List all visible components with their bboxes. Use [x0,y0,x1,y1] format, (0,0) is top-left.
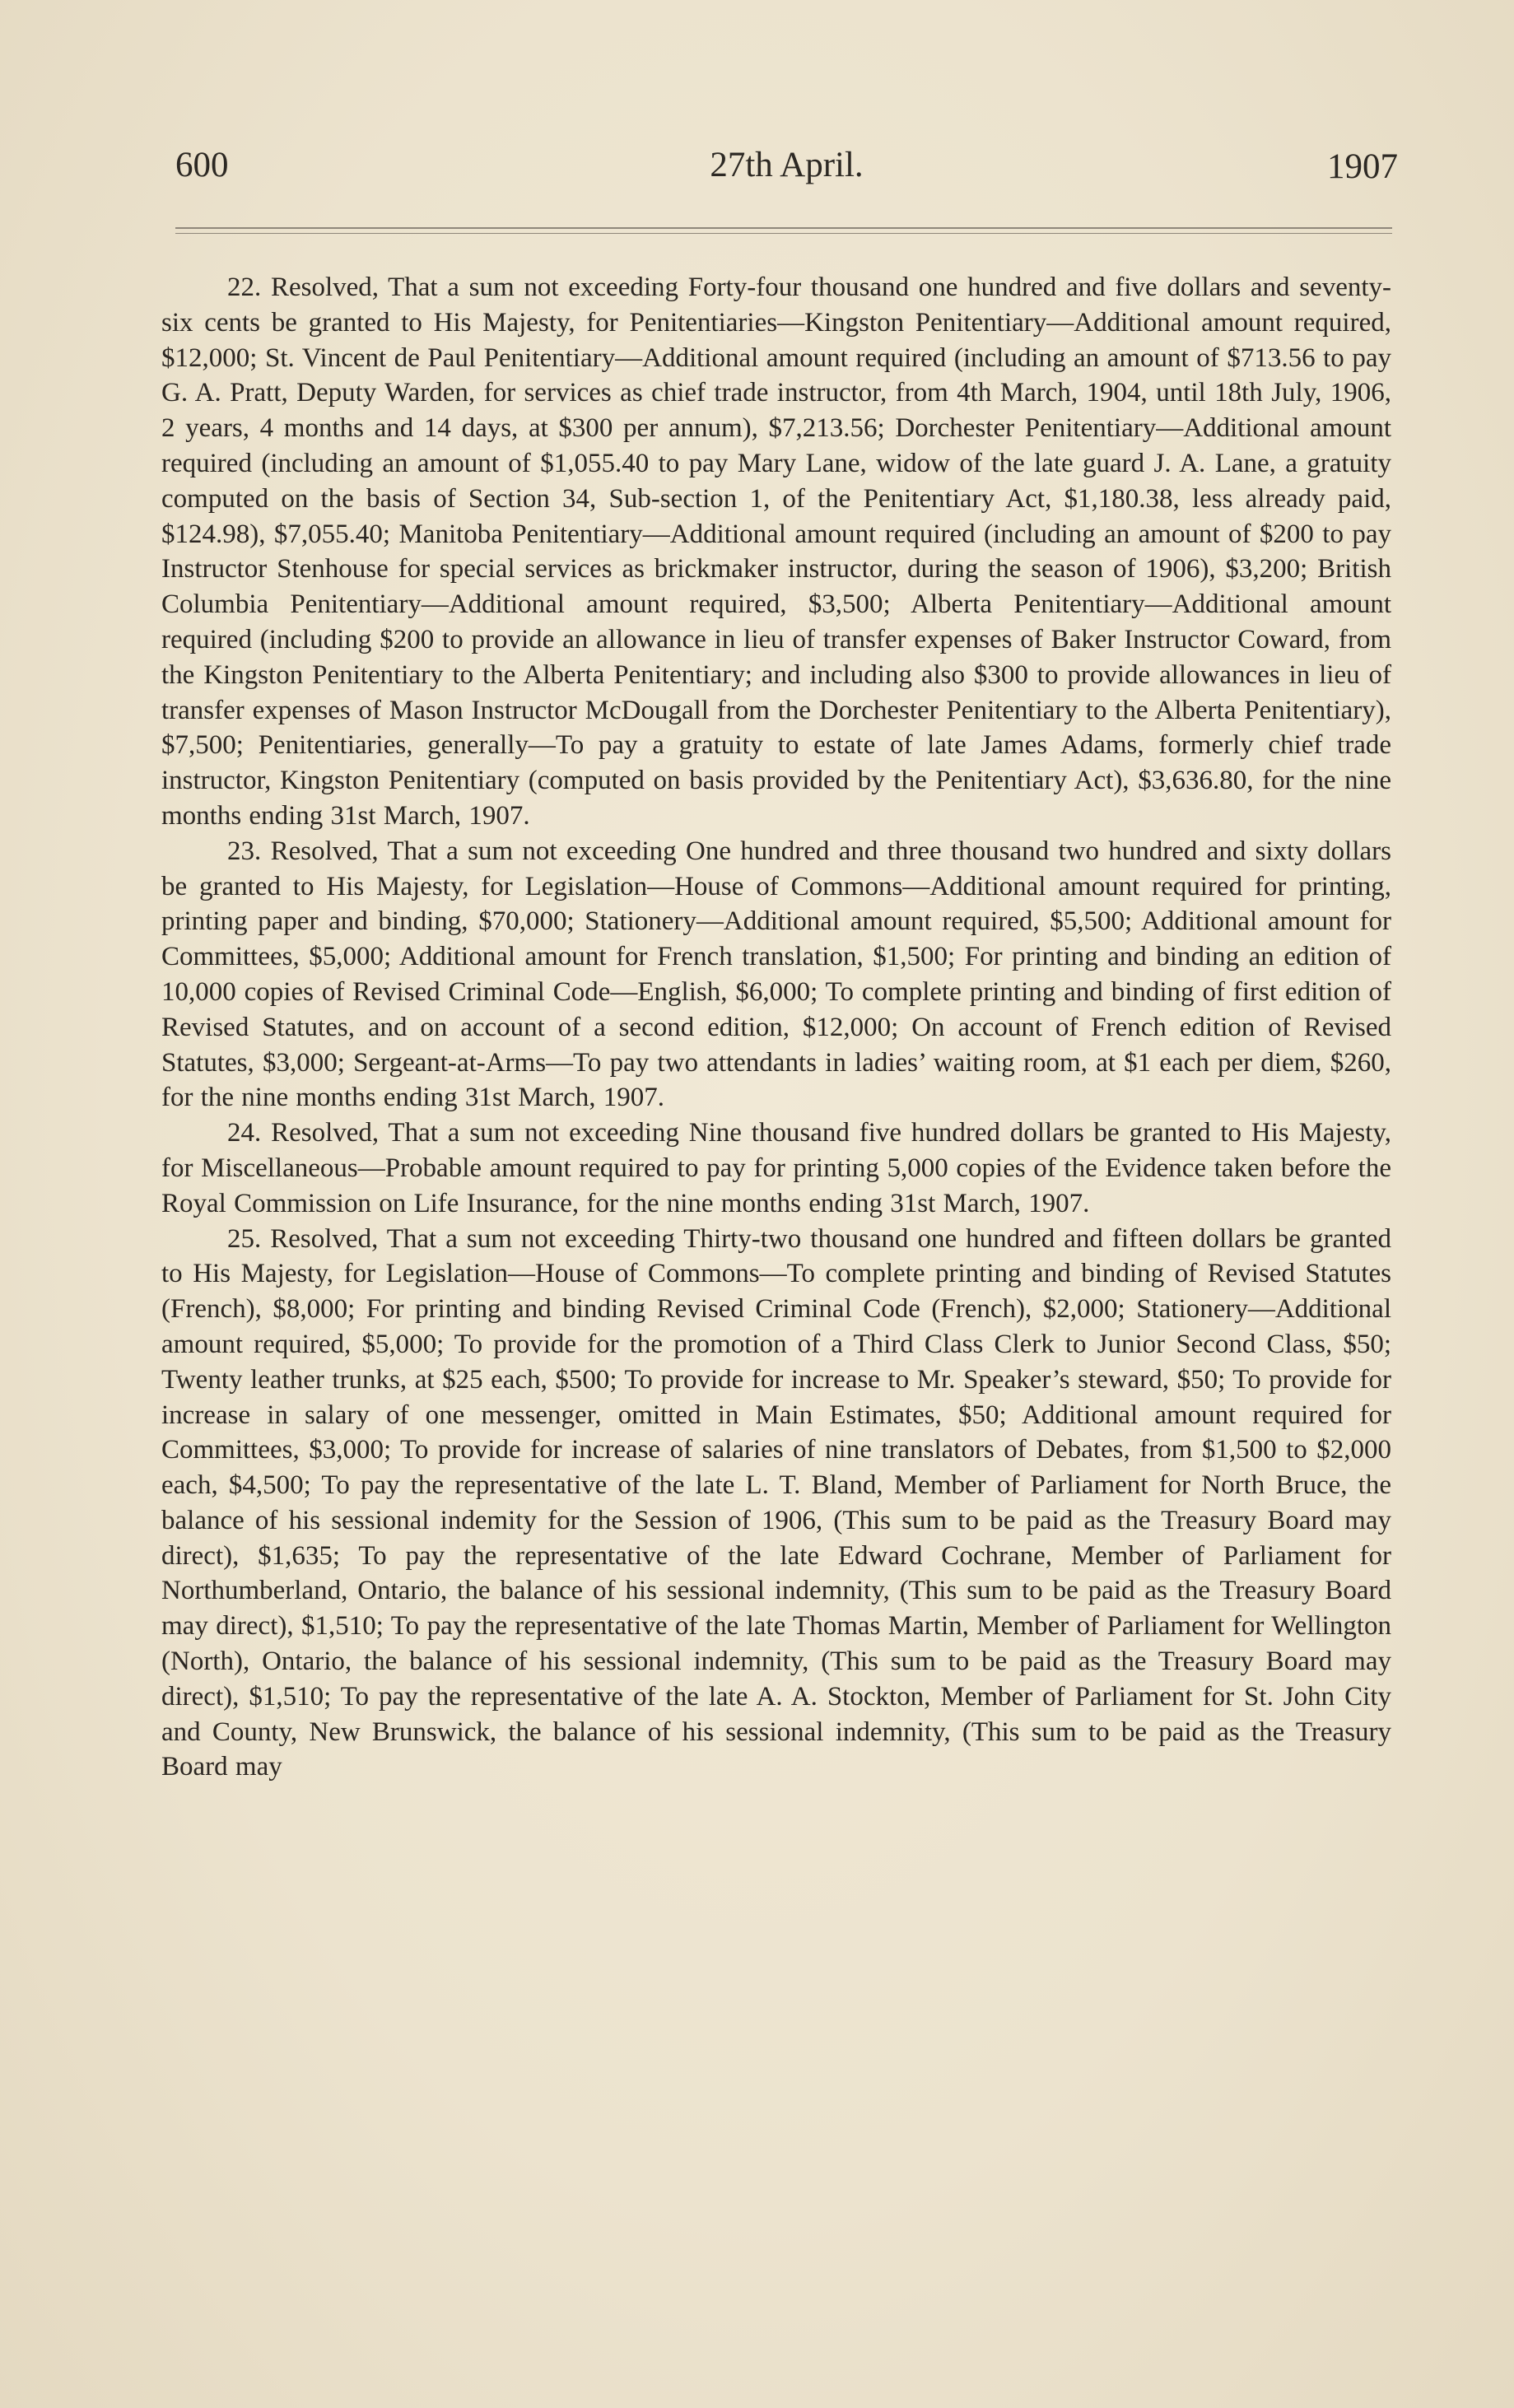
resolution-paragraph-22: 22. Resolved, That a sum not exceeding Forty-four thousand one hundred and five dollars and seventy-six cents be granted to His Majesty, for Penitentiaries—Kingston Penitentiary—Additional amount required, $12,000; St. Vincent de Paul Penitentiary—Additional amount required (including an amount of $713.56 to pay G. A. Pratt, Deputy Warden, for services as chief trade instructor, from 4th March, 1904, until 18th July, 1906, 2 years, 4 months and 14 days, at $300 per annum), $7,213.56; Dorchester Penitentiary—Additional amount required (including an amount of $1,055.40 to pay Mary Lane, widow of the late guard J. A. Lane, a gratuity computed on the basis of Section 34, Sub-section 1, of the Penitentiary Act, $1,180.38, less already paid, $124.98), $7,055.40; Manitoba Penitentiary—Additional amount required (including an amount of $200 to pay Instructor Stenhouse for special services as brickmaker instructor, during the season of 1906), $3,200; British Columbia Penitentiary—Additional amount required, $3,500; Alberta Penitentiary—Additional amount required (including $200 to provide an allowance in lieu of transfer expenses of Baker Instructor Coward, from the Kingston Penitentiary to the Alberta Penitentiary; and including also $300 to provide allowances in lieu of transfer expenses of Mason Instructor McDougall from the Dorchester Penitentiary to the Alberta Penitentiary), $7,500; Penitentiaries, generally—To pay a gratuity to estate of late James Adams, formerly chief trade instructor, Kingston Penitentiary (computed on basis provided by the Penitentiary Act), $3,636.80, for the nine months ending 31st March, 1907. [161,272,1391,831]
page-number: 600 [175,146,229,184]
resolution-paragraph-24: 24. Resolved, That a sum not exceeding Nine thousand five hundred dollars be granted to His Majesty, for Miscellaneous—Probable amount required to pay for printing 5,000 copies of the Evidence taken before the Royal Commission on Life Insurance, for the nine months ending 31st March, 1907. [161,1118,1391,1218]
header-rule-thin [175,233,1392,234]
document-body [161,270,1391,1785]
header-rule-thick [175,227,1392,229]
page-year: 1907 [1327,147,1398,186]
resolution-paragraph-23: 23. Resolved, That a sum not exceeding One hundred and three thousand two hundred and sixty dollars be granted to His Majesty, for Legislation—House of Commons—Additional amount required for printing, printing paper and binding, $70,000; Stationery—Additional amount required, $5,500; Additional amount for Committees, $5,000; Additional amount for French translation, $1,500; For printing and binding an edition of 10,000 copies of Revised Criminal Code—English, $6,000; To complete printing and binding of first edition of Revised Statutes, and on account of a second edition, $12,000; On account of French edition of Revised Statutes, $3,000; Sergeant-at-Arms—To pay two attendants in ladies’ waiting room, at $1 each per diem, $260, for the nine months ending 31st March, 1907. [161,836,1391,1113]
page-date: 27th April. [710,146,864,184]
resolution-paragraph-25: 25. Resolved, That a sum not exceeding Thirty-two thousand one hundred and fifteen dollars be granted to His Majesty, for Legislation—House of Commons—To complete printing and binding of Revised Statutes (French), $8,000; For printing and binding Revised Criminal Code (French), $2,000; Stationery—Additional amount required, $5,000; To provide for the promotion of a Third Class Clerk to Junior Second Class, $50; Twenty leather trunks, at $25 each, $500; To provide for increase to Mr. Speaker’s steward, $50; To provide for increase in salary of one messenger, omitted in Main Estimates, $50; Additional amount required for Committees, $3,000; To provide for increase of salaries of nine translators of Debates, from $1,500 to $2,000 each, $4,500; To pay the representative of the late L. T. Bland, Member of Parliament for North Bruce, the balance of his sessional indemity for the Session of 1906, (This sum to be paid as the Treasury Board may direct), $1,635; To pay the representative of the late Edward Cochrane, Member of Parliament for Northumberland, Ontario, the balance of his sessional indemnity, (This sum to be paid as the Treasury Board may direct), $1,510; To pay the representative of the late Thomas Martin, Member of Parliament for Wellington (North), Ontario, the balance of his sessional indemnity, (This sum to be paid as the Treasury Board may direct), $1,510; To pay the representative of the late A. A. Stockton, Member of Parliament for St. John City and County, New Brunswick, the balance of his sessional indemnity, (This sum to be paid as the Treasury Board may [161,1223,1391,1782]
page-header [175,138,1398,196]
